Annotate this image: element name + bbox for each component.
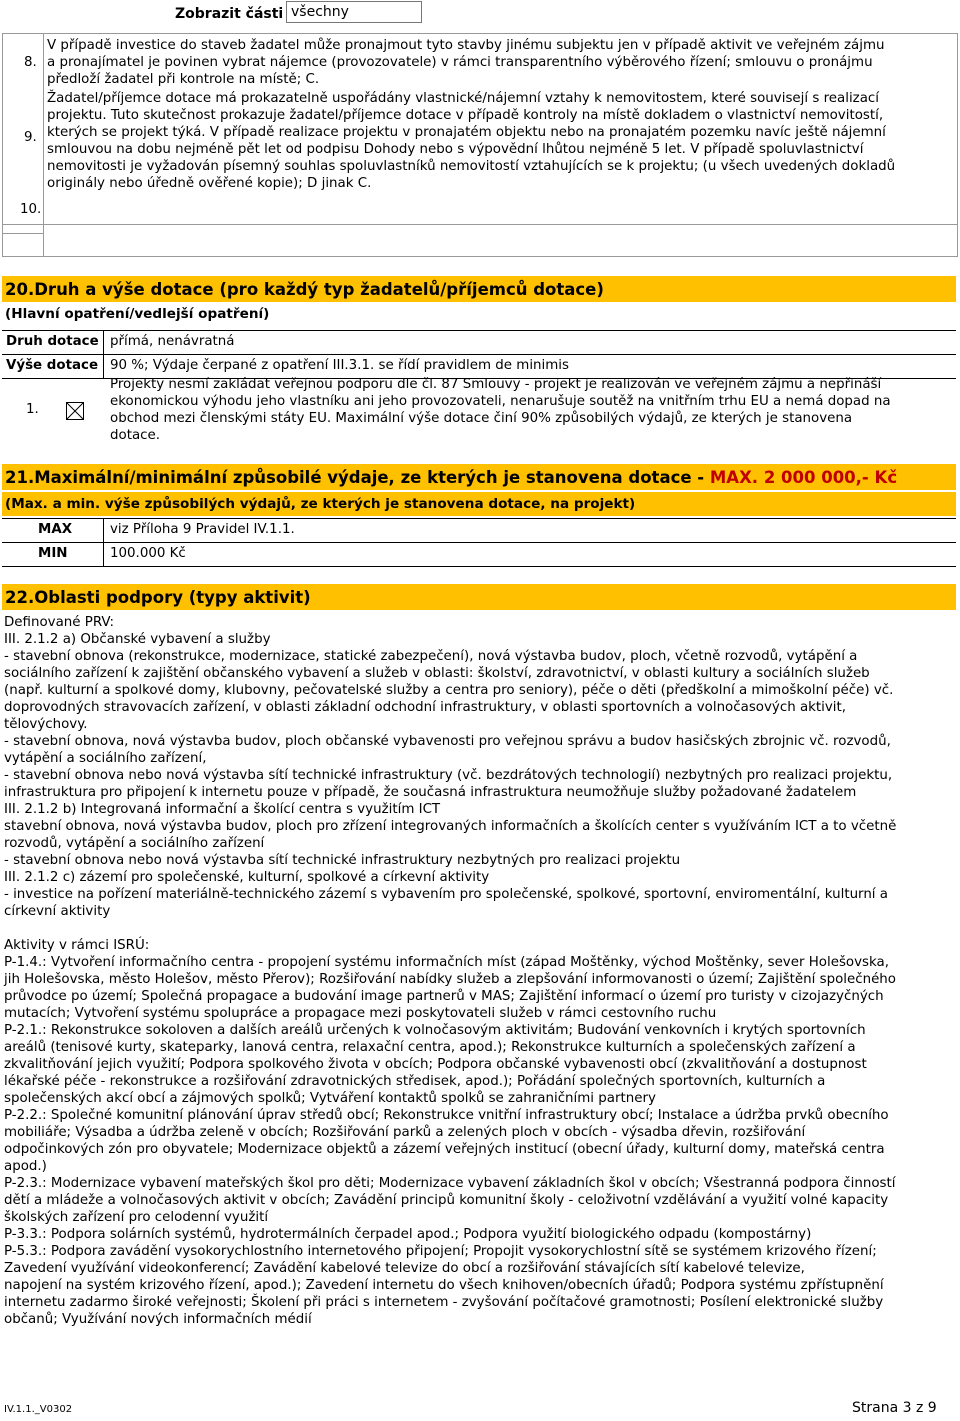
text-line: mutacích; Vytvoření systému spolupráce a propagace mezi poskytovateli služeb v rámci cestovního ruchu bbox=[4, 1006, 717, 1021]
cell-divider bbox=[103, 354, 104, 378]
text-line: rozvodů, vytápění a sociálního zařízení bbox=[4, 836, 265, 851]
text-line: dětí a mládeže a volnočasových aktivit v obcích; Zavádění principů komunitní školy - celoživotní vzdělávání a využití volné kapacity bbox=[4, 1193, 889, 1208]
text-line: Projekty nesmí zakládat veřejnou podporu dle čl. 87 Smlouvy - projekt je realizován ve veřejném zájmu a nepřináší bbox=[110, 377, 882, 392]
text-line: - stavební obnova, nová výstavba budov, ploch občanské vybavenosti pro veřejnou správu a budov hasičských zbrojnic vč. rozvodů, bbox=[4, 734, 891, 749]
column-divider bbox=[43, 34, 44, 256]
condition-number: 9. bbox=[24, 130, 37, 145]
text-line: - investice na pořízení materiálně-technického zázemí s vybavením pro společenské, spolkové, sportovní, enviromentální, kulturní a bbox=[4, 887, 888, 902]
section-21-max-amount: MAX. 2 000 000,- Kč bbox=[709, 468, 898, 487]
text-line: - stavební obnova nebo nová výstavba sítí technické infrastruktury (vč. bezdrátových technologií) nezbytných pro realizaci projektu, bbox=[4, 768, 893, 783]
text-line: nemovitosti je vyžadován písemný souhlas spoluvlastníků nemovitostí vztahujících se k projektu; (u všech uvedených dokladů bbox=[47, 159, 896, 174]
text-line: jih Holešovska, město Holešov, město Přerov); Rozšiřování nabídky služeb a zlepšování informovanosti o území; Zajištění společného bbox=[4, 972, 896, 987]
text-line: předloží žadatel při kontrole na místě; C. bbox=[47, 72, 320, 87]
text-line: P-2.1.: Rekonstrukce sokoloven a dalších areálů určených k volnočasovým aktivitám; Budování venkovních i krytých sportovních bbox=[4, 1023, 866, 1038]
text-line: P-3.3.: Podpora solárních systémů, hydrotermálních čerpadel apod.; Podpora využití biologického odpadu (kompostárny) bbox=[4, 1227, 812, 1242]
text-line: Zavedení využívání videokonferencí; Zavádění kabelové televize do obcí a rozšiřování stávajících sítí kabelové televize, bbox=[4, 1261, 805, 1276]
text-line: a pronajímatel je povinen vybrat nájemce (provozovatele) v rámci transparentního výběrového řízení; smlouvu o pronájmu bbox=[47, 55, 873, 70]
text-line: vytápění a sociálního zařízení, bbox=[4, 751, 207, 766]
condition-number: 8. bbox=[24, 55, 37, 70]
rule bbox=[2, 330, 956, 331]
druh-dotace-value: přímá, nenávratná bbox=[110, 334, 235, 349]
text-line: sociálního zařízení k zajištění občanského vybavení a služeb v oblasti: školství, zdravotnictví, v oblasti kultury a sociálních služeb bbox=[4, 666, 870, 681]
text-line: odpočinkových zón pro obyvatele; Modernizace objektů a zázemí veřejných institucí (obecní úřady, kulturní domy, mateřská centra bbox=[4, 1142, 885, 1157]
text-line: stavební obnova, nová výstavba budov, ploch pro zřízení integrovaných informačních a školících center s využíváním ICT a to včetně bbox=[4, 819, 897, 834]
section-21-subtitle: (Max. a min. výše způsobilých výdajů, ze kterých je stanovena dotace, na projekt) bbox=[5, 496, 636, 512]
text-line: Aktivity v rámci ISRÚ: bbox=[4, 938, 150, 953]
text-line: P-1.4.: Vytvoření informačního centra - propojení systému informačních míst (západ Moštěnky, východ Moštěnky, sever Holešovska, bbox=[4, 955, 890, 970]
text-line: kterých se projekt týká. V případě realizace projektu v pronajatém objektu nebo na pronajatém pozemku navíc ještě nájemní bbox=[47, 125, 886, 140]
section-20-title: 20.Druh a výše dotace (pro každý typ žadatelů/příjemců dotace) bbox=[5, 280, 604, 299]
section-22-text bbox=[4, 614, 896, 1328]
text-line: školských zařízení pro celodenní využití bbox=[4, 1210, 269, 1225]
max-value: viz Příloha 9 Pravidel IV.1.1. bbox=[110, 522, 295, 537]
rule bbox=[2, 566, 956, 567]
show-parts-label: Zobrazit části bbox=[175, 6, 284, 22]
item-number: 1. bbox=[26, 402, 39, 417]
condition-number: 10. bbox=[20, 202, 42, 217]
text-line: originály nebo úředně ověřené kopie); D jinak C. bbox=[47, 176, 372, 191]
text-line: infrastruktura pro připojení k internetu pouze v případě, že současná infrastruktura neumožňuje služby požadované žadatelem bbox=[4, 785, 857, 800]
section-20-subtitle: (Hlavní opatření/vedlejší opatření) bbox=[5, 306, 270, 322]
text-line: III. 2.1.2 c) zázemí pro společenské, kulturní, spolkové a církevní aktivity bbox=[4, 870, 490, 885]
row-divider bbox=[3, 224, 957, 225]
text-line: občanů; Využívání nových informačních médií bbox=[4, 1312, 312, 1327]
text-line: Žadatel/příjemce dotace má prokazatelně uspořádány vlastnické/nájemní vztahy k nemovitostem, které souvisejí s realizací bbox=[47, 91, 879, 106]
rule bbox=[2, 518, 956, 519]
text-line bbox=[4, 920, 896, 937]
min-label: MIN bbox=[38, 546, 68, 561]
max-label: MAX bbox=[38, 522, 73, 537]
vyse-dotace-value: 90 %; Výdaje čerpané z opatření III.3.1. se řídí pravidlem de minimis bbox=[110, 358, 569, 373]
show-parts-select[interactable]: všechny bbox=[286, 1, 422, 23]
section-21-title bbox=[5, 468, 897, 487]
text-line: - stavební obnova (rekonstrukce, modernizace, statické zabezpečení), nová výstavba budov, ploch, včetně rozvodů, vytápění a bbox=[4, 649, 858, 664]
text-line: internetu zadarmo široké veřejnosti; Školení při práci s internetem - zvyšování počítačové gramotnosti; Posílení elektronické služby bbox=[4, 1295, 884, 1310]
text-line: Definované PRV: bbox=[4, 615, 115, 630]
text-line: lékařské péče - rekonstrukce a rozšiřování zdravotnických středisek, apod.); Pořádání společných sportovních, kulturních a bbox=[4, 1074, 826, 1089]
vyse-dotace-label: Výše dotace bbox=[6, 358, 99, 373]
text-line: společenských akcí obcí a zájmových spolků; Vytváření kontaktů spolků se zahraničními partnery bbox=[4, 1091, 656, 1106]
section-22-title: 22.Oblasti podpory (typy aktivit) bbox=[5, 588, 311, 607]
text-line: V případě investice do staveb žadatel může pronajmout tyto stavby jinému subjektu jen v případě aktivit ve veřejném zájmu bbox=[47, 38, 885, 53]
footer-code: IV.1.1._V0302 bbox=[4, 1404, 73, 1415]
text-line: P-5.3.: Podpora zavádění vysokorychlostního internetového připojení; Propojit vysokorychlostní sítě se systémem krizového řízení; bbox=[4, 1244, 877, 1259]
text-line: mobiliáře; Výsadba a údržba zeleně v obcích; Rozšiřování parků a zelených ploch v obcích - výsadba dřevin, rozšiřování bbox=[4, 1125, 806, 1140]
text-line: P-2.2.: Společné komunitní plánování úprav středů obcí; Rekonstrukce vnitřní infrastruktury obcí; Instalace a údržba prvků obecního bbox=[4, 1108, 889, 1123]
text-line: III. 2.1.2 a) Občanské vybavení a služby bbox=[4, 632, 271, 647]
min-value: 100.000 Kč bbox=[110, 546, 186, 561]
text-line: (např. kulturní a spolkové domy, klubovny, pečovatelské služby a centra pro seniory), péče o děti (předškolní a mimoškolní péče) vč. bbox=[4, 683, 894, 698]
checkbox-checked-icon[interactable] bbox=[66, 402, 84, 420]
text-line: tělovýchovy. bbox=[4, 717, 88, 732]
cell-divider bbox=[103, 330, 104, 354]
text-line: dotace. bbox=[110, 428, 161, 443]
text-line: doprovodných stravovacích zařízení, v oblasti základní odchodní infrastruktury, v oblasti sportovních a volnočasových aktivit, bbox=[4, 700, 847, 715]
text-line: napojení na systém krizového řízení, apod.); Zavedení internetu do všech knihoven/obecních úřadů; Podpora systému zpřístupnění bbox=[4, 1278, 884, 1293]
text-line: projektu. Tuto skutečnost prokazuje žadatel/příjemce dotace v případě kontroly na místě dokladem o vlastnictví nemovitostí, bbox=[47, 108, 884, 123]
footer-page-number: Strana 3 z 9 bbox=[852, 1400, 937, 1416]
druh-dotace-label: Druh dotace bbox=[6, 334, 99, 349]
rule bbox=[2, 542, 956, 543]
rule bbox=[2, 354, 956, 355]
section-21-title-text: 21.Maximální/minimální způsobilé výdaje, ze kterých je stanovena dotace - bbox=[5, 468, 710, 487]
condition-8-text bbox=[47, 37, 885, 88]
text-line: smlouvou na dobu nejméně pět let od podpisu Dohody nebo s výpovědní lhůtou nejméně 5 let. V případě spoluvlastnictví bbox=[47, 142, 864, 157]
text-line: obchod mezi členskými státy EU. Maximální výše dotace činí 90% způsobilých výdajů, ze kterých je stanovena bbox=[110, 411, 853, 426]
text-line: zkvalitňování jejich využití; Podpora spolkového života v obcích; Podpora občanské vybavenosti obcí (zkvalitňování a dostupnost bbox=[4, 1057, 867, 1072]
text-line: ekonomickou výhodu jeho vlastníku ani jeho provozovateli, nenarušuje soutěž na vnitřním trhu EU a nemá dopad na bbox=[110, 394, 891, 409]
text-line: církevní aktivity bbox=[4, 904, 111, 919]
row-divider bbox=[3, 233, 43, 234]
text-line: apod.) bbox=[4, 1159, 47, 1174]
text-line: - stavební obnova nebo nová výstavba sítí technické infrastruktury nezbytných pro realizaci projektu bbox=[4, 853, 681, 868]
text-line: III. 2.1.2 b) Integrovaná informační a školící centra s využitím ICT bbox=[4, 802, 441, 817]
text-line: P-2.3.: Modernizace vybavení mateřských škol pro děti; Modernizace vybavení základních škol v obcích; Všestranná podpora činností bbox=[4, 1176, 896, 1191]
condition-9-text bbox=[47, 90, 895, 192]
text-line: průvodce po území; Společná propagace a budování image partnerů v MAS; Zajištění informací o území pro turisty v cizojazyčných bbox=[4, 989, 884, 1004]
text-line: areálů (tenisové kurty, skateparky, lanová centra, relaxační centra, apod.); Rekonstrukce kulturních a společenských zařízení a bbox=[4, 1040, 856, 1055]
section-20-item-text bbox=[110, 376, 891, 444]
